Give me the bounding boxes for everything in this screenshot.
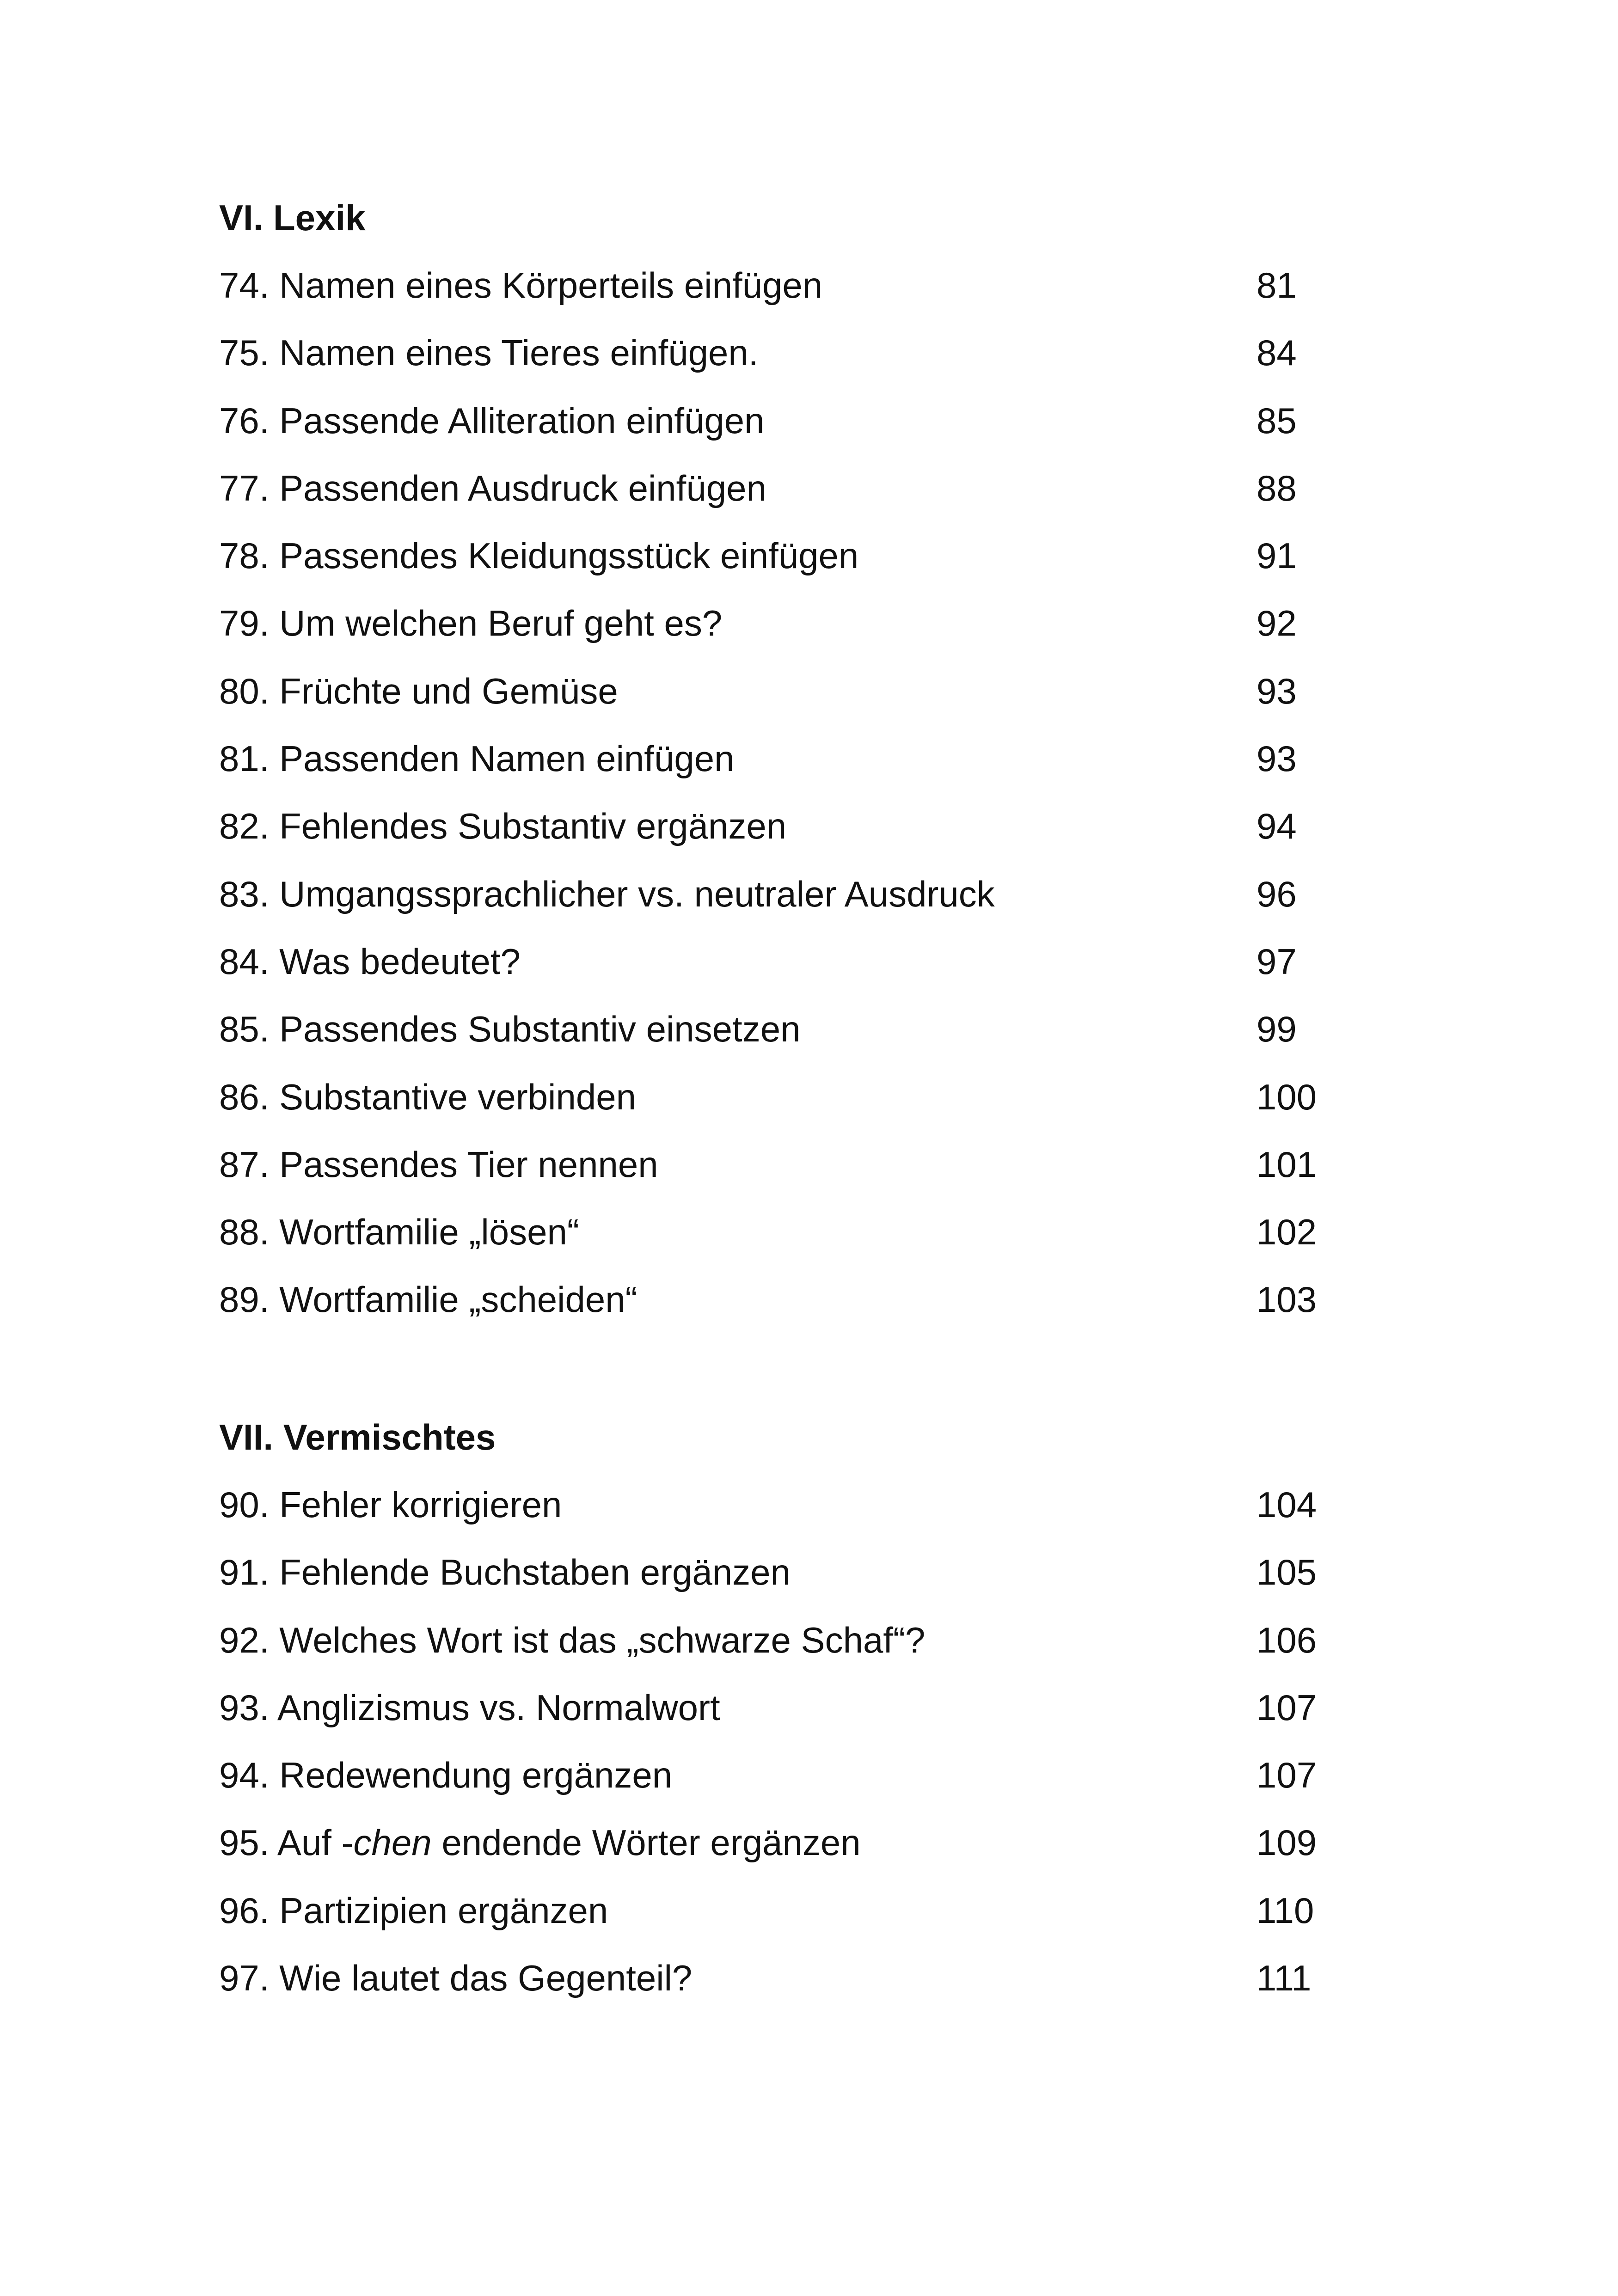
entry-page-number: 85: [1256, 400, 1297, 441]
toc-entry-82: [219, 792, 1467, 860]
entry-number: 97.: [219, 1958, 270, 1999]
entry-page-number: 81: [1256, 265, 1297, 306]
toc-entry-89: [219, 1266, 1467, 1333]
entry-page-number: 88: [1256, 467, 1297, 508]
section-heading: VI. Lexik: [219, 197, 366, 238]
entry-number: 96.: [219, 1890, 270, 1931]
entry-title: Passendes Tier nennen: [279, 1144, 658, 1185]
toc-entry-79: [219, 589, 1467, 657]
entry-title: Um welchen Beruf geht es?: [279, 603, 723, 644]
entry-number: 95.: [219, 1822, 270, 1863]
entry-number: 93.: [219, 1687, 270, 1728]
entry-title: Früchte und Gemüse: [279, 670, 618, 711]
entry-page-number: 107: [1256, 1755, 1317, 1796]
entry-number: 89.: [219, 1279, 270, 1320]
entry-number: 75.: [219, 332, 270, 373]
toc-entry-97: [219, 1944, 1467, 2012]
entry-title: Substantive verbinden: [279, 1076, 636, 1117]
entry-page-number: 91: [1256, 535, 1297, 576]
entry-title: Wortfamilie „scheiden“: [279, 1279, 637, 1320]
entry-page-number: 109: [1256, 1822, 1317, 1863]
entry-page-number: 101: [1256, 1144, 1317, 1185]
toc-entry-80: [219, 657, 1467, 725]
toc-entry-90: [219, 1471, 1467, 1538]
entry-title: Wortfamilie „lösen“: [279, 1212, 579, 1253]
entry-page-number: 111: [1256, 1958, 1312, 1999]
entry-page-number: 96: [1256, 873, 1297, 914]
toc-entry-94: [219, 1741, 1467, 1809]
entry-number: 88.: [219, 1212, 270, 1253]
entry-title: Namen eines Tieres einfügen.: [279, 332, 759, 373]
entry-page-number: 105: [1256, 1552, 1317, 1593]
entry-page-number: 104: [1256, 1484, 1317, 1525]
entry-title: Namen eines Körperteils einfügen: [279, 265, 823, 306]
section-heading: VII. Vermischtes: [219, 1417, 496, 1457]
toc-entry-81: [219, 725, 1467, 792]
entry-title: Fehlende Buchstaben ergänzen: [279, 1552, 791, 1593]
entry-title: Passendes Kleidungsstück einfügen: [279, 535, 859, 576]
entry-page-number: 106: [1256, 1619, 1317, 1660]
toc-entry-86: [219, 1063, 1467, 1131]
entry-title-italic: chen: [353, 1822, 432, 1863]
entry-title: Partizipien ergänzen: [279, 1890, 608, 1931]
entry-number: 81.: [219, 738, 270, 779]
entry-number: 92.: [219, 1619, 270, 1660]
toc-entry-76: [219, 387, 1467, 454]
entry-page-number: 97: [1256, 941, 1297, 982]
entry-title: Umgangssprachlicher vs. neutraler Ausdruck: [279, 873, 995, 914]
entry-title-prefix: Auf -: [277, 1822, 354, 1863]
entry-number: 80.: [219, 670, 270, 711]
entry-number: 94.: [219, 1755, 270, 1796]
section-vermischtes: [219, 1403, 1467, 2012]
entry-number: 83.: [219, 873, 270, 914]
entry-number: 77.: [219, 467, 270, 508]
entry-title: Anglizismus vs. Normalwort: [277, 1687, 720, 1728]
toc-entry-96: [219, 1877, 1467, 1944]
toc-entry-84: [219, 928, 1467, 995]
entry-title: Fehler korrigieren: [279, 1484, 562, 1525]
entry-title: Passende Alliteration einfügen: [279, 400, 765, 441]
section-lexik: [219, 184, 1467, 1334]
entry-number: 76.: [219, 400, 270, 441]
entry-number: 86.: [219, 1076, 270, 1117]
entry-number: 91.: [219, 1552, 270, 1593]
entry-page-number: 103: [1256, 1279, 1317, 1320]
entry-number: 85.: [219, 1009, 270, 1050]
toc-entry-78: [219, 522, 1467, 589]
entry-title: Was bedeutet?: [279, 941, 521, 982]
toc-entry-93: [219, 1674, 1467, 1741]
entry-number: 74.: [219, 265, 270, 306]
entry-page-number: 99: [1256, 1009, 1297, 1050]
entry-title-suffix: endende Wörter ergänzen: [431, 1822, 861, 1863]
entry-number: 90.: [219, 1484, 270, 1525]
entry-page-number: 107: [1256, 1687, 1317, 1728]
toc-entry-83: [219, 860, 1467, 928]
toc-entry-74: [219, 251, 1467, 319]
toc-entry-88: [219, 1198, 1467, 1266]
entry-title: Passendes Substantiv einsetzen: [279, 1009, 801, 1050]
entry-title: Fehlendes Substantiv ergänzen: [279, 806, 787, 847]
entry-title: Passenden Ausdruck einfügen: [279, 467, 766, 508]
toc-entry-95: [219, 1809, 1467, 1876]
toc-entry-92: [219, 1606, 1467, 1674]
toc-entry-91: [219, 1538, 1467, 1606]
entry-page-number: 110: [1256, 1890, 1314, 1931]
entry-number: 87.: [219, 1144, 270, 1185]
entry-page-number: 94: [1256, 806, 1297, 847]
toc-entry-85: [219, 995, 1467, 1063]
toc-entry-87: [219, 1131, 1467, 1198]
entry-page-number: 92: [1256, 603, 1297, 644]
entry-title: Welches Wort ist das „schwarze Schaf“?: [279, 1619, 925, 1660]
entry-page-number: 93: [1256, 738, 1297, 779]
entry-page-number: 100: [1256, 1076, 1317, 1117]
entry-number: 79.: [219, 603, 270, 644]
entry-page-number: 84: [1256, 332, 1297, 373]
entry-page-number: 93: [1256, 670, 1297, 711]
toc-entry-75: [219, 319, 1467, 386]
entry-title: Wie lautet das Gegenteil?: [279, 1958, 693, 1999]
toc-entry-77: [219, 454, 1467, 522]
entry-title: Passenden Namen einfügen: [279, 738, 735, 779]
entry-number: 84.: [219, 941, 270, 982]
entry-title: [277, 1822, 861, 1863]
entry-page-number: 102: [1256, 1212, 1317, 1253]
entry-number: 82.: [219, 806, 270, 847]
entry-title: Redewendung ergänzen: [279, 1755, 673, 1796]
entry-number: 78.: [219, 535, 270, 576]
